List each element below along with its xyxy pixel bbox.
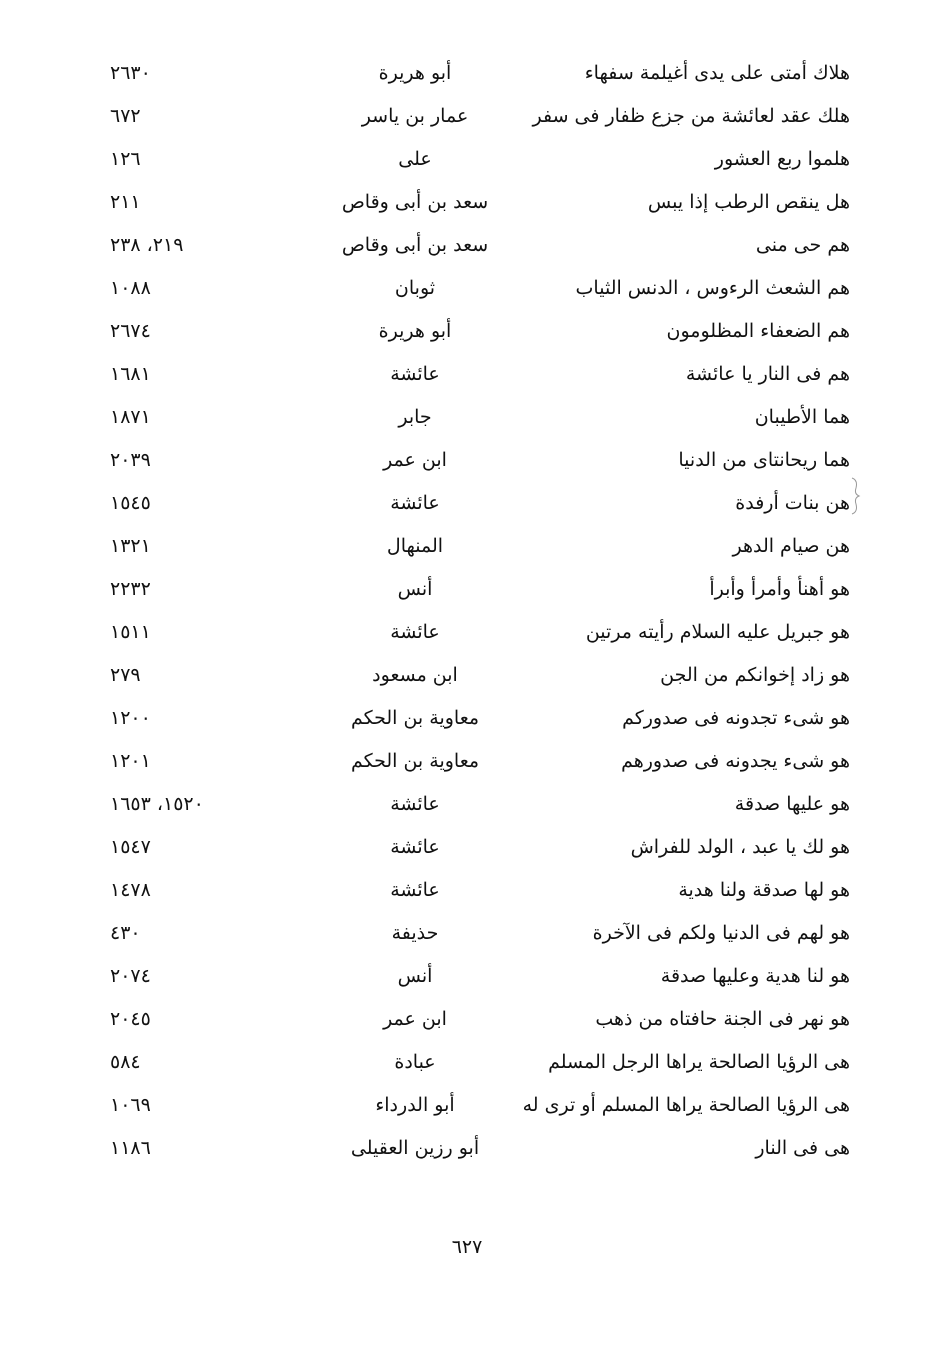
hadith-phrase: هو لك يا عبد ، الولد للفراش [630, 836, 850, 858]
hadith-number: ١٦٨١ [110, 363, 151, 385]
hadith-phrase: هو جبريل عليه السلام رأيته مرتين [585, 621, 850, 643]
hadith-phrase: هو لها صدقة ولنا هدية [678, 879, 850, 901]
hadith-number: ٥٨٤ [110, 1051, 141, 1073]
hadith-number: ٢٠٤٥ [110, 1008, 151, 1030]
narrator-name: ثوبان [394, 277, 436, 299]
hadith-number: ١٣٢١ [110, 535, 151, 557]
hadith-number: ٢٠٧٤ [110, 965, 151, 987]
hadith-number: ١٤٧٨ [110, 879, 151, 901]
hadith-number: ٦٧٢ [110, 105, 141, 127]
hadith-phrase: هم حى منى [755, 234, 850, 256]
narrator-name: عائشة [390, 836, 440, 858]
narrator-name: أبو هريرة [378, 320, 452, 342]
narrator-name: أبو الدرداء [375, 1094, 455, 1116]
hadith-phrase: هو لنا هدية وعليها صدقة [660, 965, 850, 987]
narrator-name: ابن مسعود [372, 664, 458, 686]
index-row [110, 138, 850, 181]
index-row [110, 1041, 850, 1084]
index-row [110, 568, 850, 611]
index-row [110, 654, 850, 697]
narrator-name: عائشة [390, 793, 440, 815]
narrator-name: أنس [397, 578, 433, 600]
hadith-number: ١٥٤٧ [110, 836, 151, 858]
hadith-phrase: هما الأطيبان [754, 406, 850, 428]
hadith-phrase: هم فى النار يا عائشة [685, 363, 850, 385]
index-row [110, 740, 850, 783]
index-row [110, 396, 850, 439]
index-row [110, 869, 850, 912]
index-row [110, 181, 850, 224]
hadith-number: ١٠٨٨ [110, 277, 151, 299]
narrator-name: أنس [397, 965, 433, 987]
page-number: ٦٢٧ [451, 1236, 483, 1258]
hadith-number: ١٨٧١ [110, 406, 151, 428]
hadith-number: ٢٦٣٠ [110, 62, 151, 84]
hadith-number: ٢٢٣٢ [110, 578, 151, 600]
index-row [110, 826, 850, 869]
narrator-name: معاوية بن الحكم [350, 750, 480, 772]
hadith-number: ١١٨٦ [110, 1137, 151, 1159]
hadith-number: ٢٠٣٩ [110, 449, 151, 471]
narrator-name: ابن عمر [383, 449, 447, 471]
index-row [110, 267, 850, 310]
index-row [110, 525, 850, 568]
hadith-number: ٢٦٧٤ [110, 320, 151, 342]
hadith-phrase: هى الرؤيا الصالحة يراها المسلم أو ترى له [522, 1094, 850, 1116]
hadith-number: ١٢٠١ [110, 750, 151, 772]
hadith-phrase: هو زاد إخوانكم من الجن [660, 664, 850, 686]
narrator-name: معاوية بن الحكم [350, 707, 480, 729]
narrator-name: أبو هريرة [378, 62, 452, 84]
hadith-number: ١٥٤٥ [110, 492, 151, 514]
index-row [110, 224, 850, 267]
index-row [110, 697, 850, 740]
margin-brace-mark [848, 476, 862, 516]
hadith-phrase: هو عليها صدقة [734, 793, 850, 815]
hadith-phrase: هلاك أمتى على يدى أغيلمة سفهاء [584, 62, 850, 84]
hadith-phrase: هم الشعث الرءوس ، الدنس الثياب [575, 277, 850, 299]
index-row [110, 783, 850, 826]
hadith-number: ١٠٦٩ [110, 1094, 151, 1116]
narrator-name: عائشة [390, 492, 440, 514]
hadith-phrase: هى الرؤيا الصالحة يراها الرجل المسلم [548, 1051, 850, 1073]
index-row [110, 1127, 850, 1170]
index-row [110, 611, 850, 654]
hadith-phrase: هن بنات أرفدة [735, 492, 850, 514]
hadith-number: ٤٣٠ [110, 922, 141, 944]
narrator-name: عائشة [390, 363, 440, 385]
index-row [110, 52, 850, 95]
narrator-name: أبو رزين العقيلى [350, 1137, 480, 1159]
index-row [110, 95, 850, 138]
index-row [110, 310, 850, 353]
index-row [110, 353, 850, 396]
hadith-phrase: هو أهنأ وأمرأ وأبرأ [709, 578, 850, 600]
index-row [110, 439, 850, 482]
narrator-name: على [398, 148, 432, 170]
hadith-phrase: هى فى النار [755, 1137, 850, 1159]
index-row [110, 482, 850, 525]
hadith-phrase: هم الضعفاء المظلومون [666, 320, 850, 342]
narrator-name: سعد بن أبى وقاص [341, 234, 489, 256]
index-row [110, 912, 850, 955]
hadith-number: ١٥١١ [110, 621, 151, 643]
narrator-name: حذيفة [391, 922, 439, 944]
narrator-name: سعد بن أبى وقاص [341, 191, 489, 213]
narrator-name: ابن عمر [383, 1008, 447, 1030]
hadith-number: ٢١١ [110, 191, 141, 213]
hadith-phrase: هو لهم فى الدنيا ولكم فى الآخرة [592, 922, 850, 944]
narrator-name: عائشة [390, 879, 440, 901]
hadith-number: ١٢٦ [110, 148, 141, 170]
narrator-name: عبادة [394, 1051, 436, 1073]
narrator-name: جابر [398, 406, 432, 428]
hadith-phrase: هو نهر فى الجنة حافتاه من ذهب [595, 1008, 850, 1030]
narrator-name: المنهال [386, 535, 444, 557]
hadith-number: ٢١٩، ٢٣٨ [110, 234, 184, 256]
narrator-name: عمار بن ياسر [361, 105, 469, 127]
index-row [110, 1084, 850, 1127]
hadith-phrase: هو شىء يجدونه فى صدورهم [621, 750, 850, 772]
hadith-phrase: هل ينقص الرطب إذا يبس [647, 191, 850, 213]
hadith-phrase: هما ريحانتاى من الدنيا [678, 449, 850, 471]
index-entries [110, 52, 850, 1170]
hadith-phrase: هلموا ربع العشور [714, 148, 850, 170]
hadith-phrase: هلك عقد لعائشة من جزع ظفار فى سفر [532, 105, 850, 127]
hadith-phrase: هو شىء تجدونه فى صدوركم [622, 707, 850, 729]
hadith-number: ١٢٠٠ [110, 707, 151, 729]
hadith-number: ٢٧٩ [110, 664, 141, 686]
hadith-phrase: هن صيام الدهر [732, 535, 850, 557]
narrator-name: عائشة [390, 621, 440, 643]
hadith-number: ١٥٢٠، ١٦٥٣ [110, 793, 204, 815]
index-row [110, 998, 850, 1041]
index-row [110, 955, 850, 998]
